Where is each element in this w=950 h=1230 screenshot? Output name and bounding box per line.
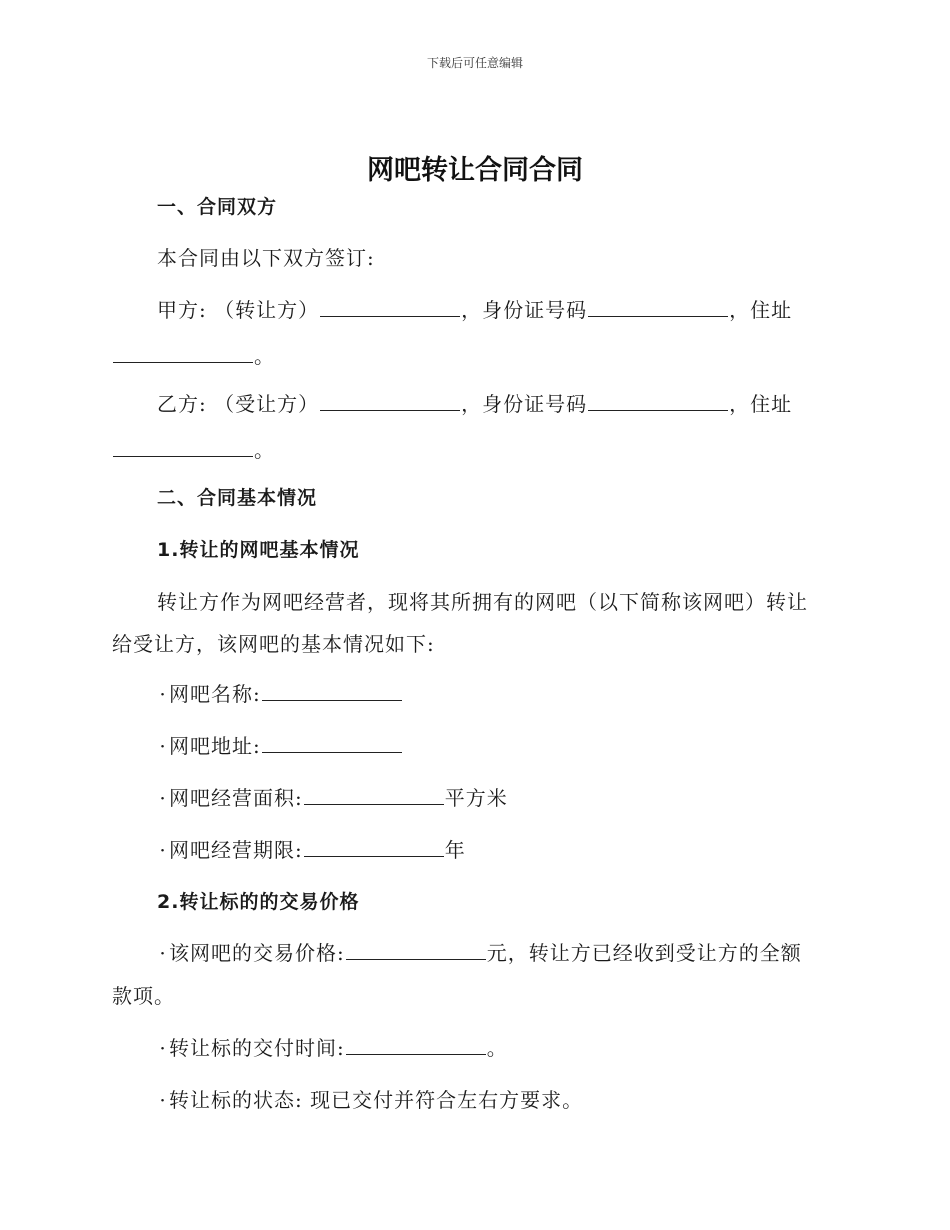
party-a-line-2 [112, 342, 832, 370]
list-item-name [157, 680, 877, 708]
party-b-end: 。 [254, 438, 275, 462]
item-area-blank[interactable] [304, 784, 444, 805]
bullet-icon: · [159, 1036, 167, 1060]
price-label: 该网吧的交易价格: [169, 941, 345, 965]
party-a-prefix: 甲方: （转让方） [157, 298, 320, 322]
party-b-address-blank[interactable] [113, 436, 253, 457]
party-a-address-label: ，住址 [729, 298, 793, 322]
bullet-icon: · [159, 941, 167, 965]
bullet-icon: · [159, 734, 167, 758]
price-line [157, 939, 877, 967]
party-a-name-blank[interactable] [320, 296, 460, 317]
price-blank[interactable] [346, 939, 486, 960]
party-b-prefix: 乙方: （受让方） [157, 392, 320, 416]
price-line-2: 款项。 [112, 984, 175, 1008]
status-line [157, 1086, 877, 1114]
item-name-blank[interactable] [262, 680, 402, 701]
header-note: 下载后可任意编辑 [426, 56, 523, 70]
party-b-name-blank[interactable] [320, 390, 460, 411]
section-2-2-heading: 2.转让标的的交易价格 [157, 891, 360, 913]
delivery-line [157, 1034, 877, 1062]
section-2-heading: 二、合同基本情况 [157, 487, 318, 509]
item-area-label: 网吧经营面积: [169, 786, 303, 810]
section-2-1-paragraph-line-1: 转让方作为网吧经营者，现将其所拥有的网吧（以下简称该网吧）转让 [157, 590, 808, 614]
price-rest: 元，转让方已经收到受让方的全额 [486, 941, 802, 965]
item-term-label: 网吧经营期限: [169, 838, 303, 862]
party-b-line-2 [112, 436, 832, 464]
item-area-unit: 平方米 [444, 786, 508, 810]
section-2-1-paragraph-line-2: 给受让方，该网吧的基本情况如下: [112, 632, 435, 656]
party-b-id-blank[interactable] [588, 390, 728, 411]
document-title: 网吧转让合同合同 [367, 155, 583, 186]
party-a-id-blank[interactable] [588, 296, 728, 317]
party-a-end: 。 [254, 344, 275, 368]
bullet-icon: · [159, 1088, 167, 1112]
section-2-1-heading: 1.转让的网吧基本情况 [157, 539, 360, 561]
bullet-icon: · [159, 838, 167, 862]
bullet-icon: · [159, 682, 167, 706]
list-item-address [157, 732, 877, 760]
item-term-unit: 年 [444, 838, 466, 862]
delivery-blank[interactable] [346, 1034, 486, 1055]
party-b-id-label: ，身份证号码 [461, 392, 588, 416]
party-a-id-label: ，身份证号码 [461, 298, 588, 322]
section-1-heading: 一、合同双方 [157, 196, 278, 218]
status-text: 转让标的状态: 现已交付并符合左右方要求。 [169, 1088, 584, 1112]
item-address-blank[interactable] [262, 732, 402, 753]
party-a-line [157, 296, 877, 324]
item-name-label: 网吧名称: [169, 682, 261, 706]
party-b-line [157, 390, 877, 418]
delivery-label: 转让标的交付时间: [169, 1036, 345, 1060]
list-item-area [157, 784, 877, 812]
item-term-blank[interactable] [304, 836, 444, 857]
list-item-term [157, 836, 877, 864]
party-a-address-blank[interactable] [113, 342, 253, 363]
delivery-end: 。 [486, 1036, 508, 1060]
item-address-label: 网吧地址: [169, 734, 261, 758]
bullet-icon: · [159, 786, 167, 810]
party-b-address-label: ，住址 [729, 392, 793, 416]
section-1-intro: 本合同由以下双方签订: [157, 246, 375, 270]
